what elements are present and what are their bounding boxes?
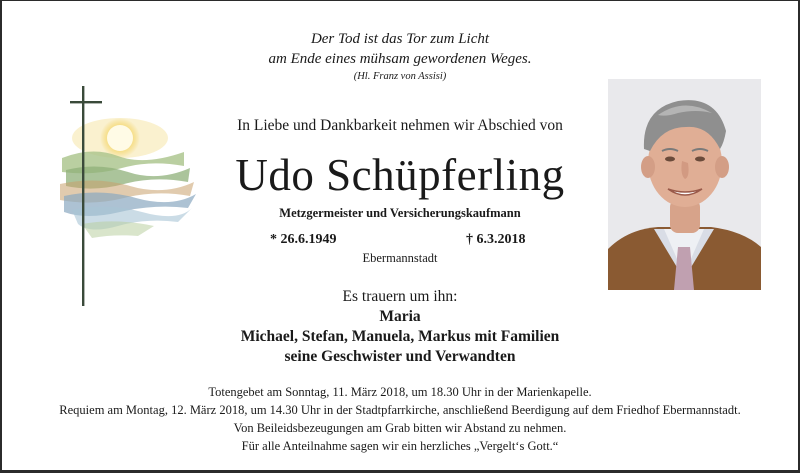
occupation: Metzgermeister und Versicherungskaufmann (279, 206, 521, 220)
service-line: Von Beileidsbezeugungen am Grab bitten wir Abstand zu nehmen. (233, 421, 567, 435)
mourner-line: Maria (379, 308, 421, 325)
death-date: † 6.3.2018 (466, 232, 526, 247)
quote-line-2: am Ende eines mühsam gewordenen Weges. (268, 51, 532, 67)
mourner-line: Michael, Stefan, Manuela, Markus mit Familien (240, 328, 560, 345)
intro-text: In Liebe und Dankbarkeit nehmen wir Abschied von (237, 117, 563, 134)
deceased-name: Udo Schüpferling (235, 150, 565, 200)
mourner-line: seine Geschwister und Verwandten (284, 348, 516, 365)
quote-line-1: Der Tod ist das Tor zum Licht (310, 31, 490, 47)
place: Ebermannstadt (362, 251, 438, 265)
service-line: Requiem am Montag, 12. März 2018, um 14.30 Uhr in der Stadtpfarrkirche, anschließend Beerdigung auf dem Friedhof Ebermannstadt. (59, 403, 741, 417)
portrait-photo (608, 79, 761, 290)
birth-date: * 26.6.1949 (270, 232, 337, 247)
service-line: Für alle Anteilnahme sagen wir ein herzliches „Vergelt‘s Gott.“ (241, 439, 559, 453)
mourners-heading: Es trauern um ihn: (342, 288, 458, 305)
quote-source: (Hl. Franz von Assisi) (353, 71, 447, 82)
service-line: Totengebet am Sonntag, 11. März 2018, um 18.30 Uhr in der Marienkapelle. (208, 385, 592, 399)
